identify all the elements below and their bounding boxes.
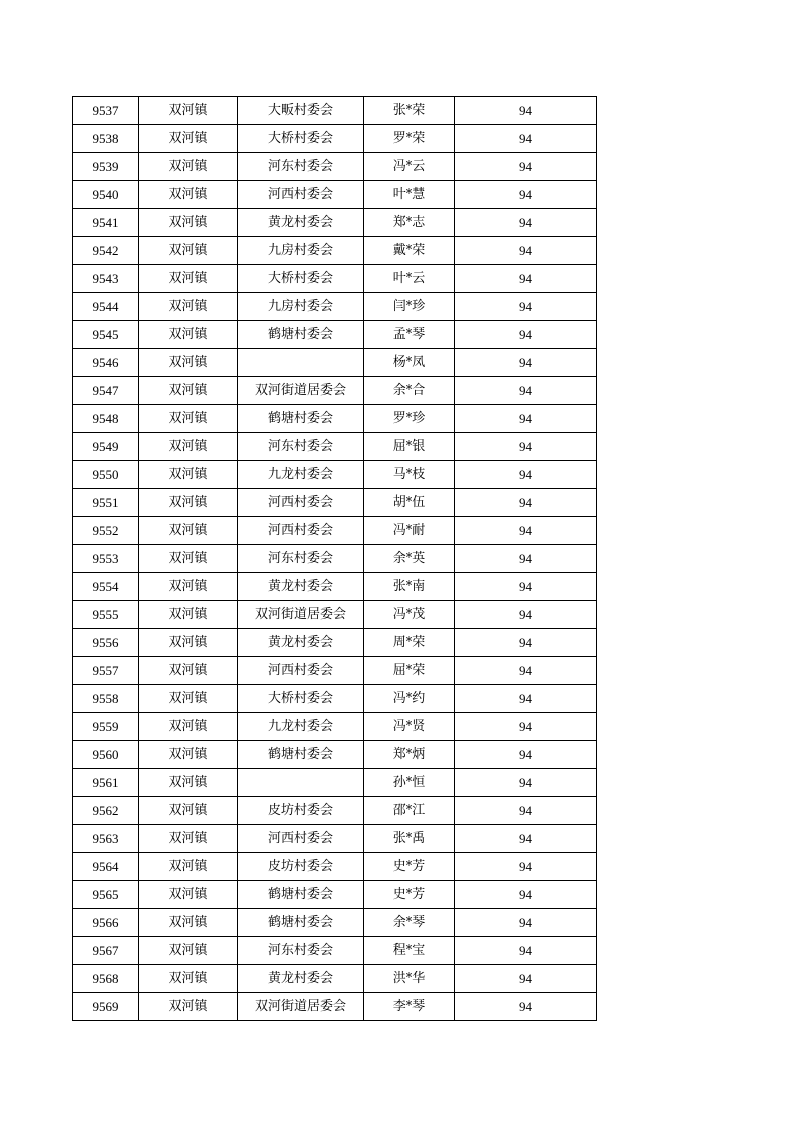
cell-id: 9562 <box>73 797 139 825</box>
table-body <box>73 97 597 1021</box>
cell-score: 94 <box>455 265 597 293</box>
cell-score: 94 <box>455 769 597 797</box>
table-row <box>73 741 597 769</box>
cell-id: 9556 <box>73 629 139 657</box>
cell-score: 94 <box>455 293 597 321</box>
cell-score: 94 <box>455 349 597 377</box>
cell-town: 双河镇 <box>139 517 238 545</box>
table-row <box>73 377 597 405</box>
cell-id: 9544 <box>73 293 139 321</box>
cell-score: 94 <box>455 713 597 741</box>
cell-committee: 鹤塘村委会 <box>238 909 364 937</box>
table-row <box>73 797 597 825</box>
table-row <box>73 629 597 657</box>
cell-name: 郑*炳 <box>364 741 455 769</box>
cell-committee: 双河街道居委会 <box>238 377 364 405</box>
cell-id: 9540 <box>73 181 139 209</box>
cell-score: 94 <box>455 629 597 657</box>
cell-score: 94 <box>455 853 597 881</box>
cell-town: 双河镇 <box>139 657 238 685</box>
table-row <box>73 181 597 209</box>
cell-town: 双河镇 <box>139 713 238 741</box>
table-row <box>73 153 597 181</box>
cell-name: 李*琴 <box>364 993 455 1021</box>
cell-committee: 大畈村委会 <box>238 97 364 125</box>
table-row <box>73 937 597 965</box>
cell-town: 双河镇 <box>139 797 238 825</box>
cell-id: 9559 <box>73 713 139 741</box>
table-row <box>73 293 597 321</box>
cell-committee: 河东村委会 <box>238 433 364 461</box>
cell-town: 双河镇 <box>139 153 238 181</box>
cell-committee: 皮坊村委会 <box>238 853 364 881</box>
cell-score: 94 <box>455 573 597 601</box>
cell-id: 9555 <box>73 601 139 629</box>
cell-id: 9563 <box>73 825 139 853</box>
cell-committee: 九房村委会 <box>238 293 364 321</box>
cell-town: 双河镇 <box>139 405 238 433</box>
roster-table <box>72 96 597 1021</box>
cell-id: 9560 <box>73 741 139 769</box>
cell-id: 9541 <box>73 209 139 237</box>
cell-town: 双河镇 <box>139 853 238 881</box>
cell-town: 双河镇 <box>139 349 238 377</box>
cell-town: 双河镇 <box>139 237 238 265</box>
cell-id: 9561 <box>73 769 139 797</box>
cell-name: 戴*荣 <box>364 237 455 265</box>
cell-name: 邵*江 <box>364 797 455 825</box>
cell-score: 94 <box>455 545 597 573</box>
cell-name: 叶*云 <box>364 265 455 293</box>
cell-score: 94 <box>455 237 597 265</box>
cell-committee: 河西村委会 <box>238 181 364 209</box>
cell-score: 94 <box>455 405 597 433</box>
cell-town: 双河镇 <box>139 321 238 349</box>
cell-id: 9569 <box>73 993 139 1021</box>
cell-name: 冯*云 <box>364 153 455 181</box>
table-row <box>73 545 597 573</box>
cell-id: 9542 <box>73 237 139 265</box>
cell-id: 9566 <box>73 909 139 937</box>
cell-score: 94 <box>455 125 597 153</box>
cell-score: 94 <box>455 797 597 825</box>
table-row <box>73 209 597 237</box>
cell-id: 9550 <box>73 461 139 489</box>
cell-name: 张*南 <box>364 573 455 601</box>
cell-score: 94 <box>455 909 597 937</box>
table-row <box>73 657 597 685</box>
table-row <box>73 517 597 545</box>
table-row <box>73 433 597 461</box>
cell-name: 孙*恒 <box>364 769 455 797</box>
table-row <box>73 769 597 797</box>
cell-score: 94 <box>455 97 597 125</box>
cell-committee: 大桥村委会 <box>238 265 364 293</box>
cell-committee: 鹤塘村委会 <box>238 741 364 769</box>
cell-committee <box>238 349 364 377</box>
cell-id: 9545 <box>73 321 139 349</box>
cell-name: 余*合 <box>364 377 455 405</box>
cell-id: 9568 <box>73 965 139 993</box>
cell-committee: 九房村委会 <box>238 237 364 265</box>
cell-committee: 黄龙村委会 <box>238 573 364 601</box>
cell-name: 闫*珍 <box>364 293 455 321</box>
cell-committee: 双河街道居委会 <box>238 993 364 1021</box>
table-row <box>73 825 597 853</box>
cell-name: 史*芳 <box>364 853 455 881</box>
cell-name: 张*禹 <box>364 825 455 853</box>
table-row <box>73 125 597 153</box>
cell-town: 双河镇 <box>139 265 238 293</box>
cell-score: 94 <box>455 881 597 909</box>
table-row <box>73 97 597 125</box>
cell-town: 双河镇 <box>139 377 238 405</box>
cell-name: 余*琴 <box>364 909 455 937</box>
cell-committee: 大桥村委会 <box>238 685 364 713</box>
cell-score: 94 <box>455 937 597 965</box>
cell-committee: 河西村委会 <box>238 825 364 853</box>
cell-score: 94 <box>455 321 597 349</box>
cell-town: 双河镇 <box>139 601 238 629</box>
table-row <box>73 573 597 601</box>
table-row <box>73 349 597 377</box>
table-row <box>73 713 597 741</box>
cell-name: 洪*华 <box>364 965 455 993</box>
cell-score: 94 <box>455 741 597 769</box>
cell-score: 94 <box>455 489 597 517</box>
cell-id: 9547 <box>73 377 139 405</box>
cell-id: 9567 <box>73 937 139 965</box>
cell-name: 程*宝 <box>364 937 455 965</box>
cell-id: 9537 <box>73 97 139 125</box>
cell-name: 罗*珍 <box>364 405 455 433</box>
cell-name: 胡*伍 <box>364 489 455 517</box>
cell-name: 孟*琴 <box>364 321 455 349</box>
cell-score: 94 <box>455 517 597 545</box>
cell-name: 史*芳 <box>364 881 455 909</box>
table-row <box>73 881 597 909</box>
table-row <box>73 601 597 629</box>
cell-town: 双河镇 <box>139 825 238 853</box>
cell-committee: 河西村委会 <box>238 657 364 685</box>
cell-name: 杨*凤 <box>364 349 455 377</box>
cell-score: 94 <box>455 993 597 1021</box>
cell-score: 94 <box>455 657 597 685</box>
cell-id: 9552 <box>73 517 139 545</box>
cell-id: 9554 <box>73 573 139 601</box>
cell-id: 9543 <box>73 265 139 293</box>
cell-town: 双河镇 <box>139 629 238 657</box>
cell-name: 马*枝 <box>364 461 455 489</box>
cell-committee: 鹤塘村委会 <box>238 881 364 909</box>
cell-name: 冯*约 <box>364 685 455 713</box>
cell-id: 9546 <box>73 349 139 377</box>
table-row <box>73 237 597 265</box>
cell-town: 双河镇 <box>139 433 238 461</box>
cell-committee: 河东村委会 <box>238 545 364 573</box>
cell-town: 双河镇 <box>139 97 238 125</box>
cell-committee: 黄龙村委会 <box>238 965 364 993</box>
cell-committee: 河西村委会 <box>238 517 364 545</box>
cell-score: 94 <box>455 181 597 209</box>
cell-committee: 双河街道居委会 <box>238 601 364 629</box>
cell-town: 双河镇 <box>139 461 238 489</box>
cell-name: 郑*志 <box>364 209 455 237</box>
cell-town: 双河镇 <box>139 881 238 909</box>
cell-id: 9549 <box>73 433 139 461</box>
cell-name: 罗*荣 <box>364 125 455 153</box>
cell-score: 94 <box>455 965 597 993</box>
cell-committee: 大桥村委会 <box>238 125 364 153</box>
cell-committee: 河东村委会 <box>238 153 364 181</box>
cell-town: 双河镇 <box>139 209 238 237</box>
cell-town: 双河镇 <box>139 489 238 517</box>
cell-score: 94 <box>455 209 597 237</box>
cell-name: 冯*耐 <box>364 517 455 545</box>
cell-town: 双河镇 <box>139 965 238 993</box>
cell-score: 94 <box>455 377 597 405</box>
cell-committee: 鹤塘村委会 <box>238 405 364 433</box>
cell-score: 94 <box>455 153 597 181</box>
cell-town: 双河镇 <box>139 909 238 937</box>
document-page <box>72 96 597 1021</box>
cell-town: 双河镇 <box>139 545 238 573</box>
cell-id: 9548 <box>73 405 139 433</box>
cell-score: 94 <box>455 685 597 713</box>
cell-town: 双河镇 <box>139 937 238 965</box>
cell-id: 9539 <box>73 153 139 181</box>
cell-name: 余*英 <box>364 545 455 573</box>
cell-name: 张*荣 <box>364 97 455 125</box>
cell-town: 双河镇 <box>139 769 238 797</box>
table-row <box>73 993 597 1021</box>
table-row <box>73 853 597 881</box>
cell-id: 9558 <box>73 685 139 713</box>
cell-id: 9553 <box>73 545 139 573</box>
cell-town: 双河镇 <box>139 181 238 209</box>
cell-committee: 黄龙村委会 <box>238 629 364 657</box>
cell-score: 94 <box>455 461 597 489</box>
cell-committee <box>238 769 364 797</box>
cell-id: 9557 <box>73 657 139 685</box>
cell-town: 双河镇 <box>139 993 238 1021</box>
cell-town: 双河镇 <box>139 125 238 153</box>
table-row <box>73 265 597 293</box>
cell-id: 9538 <box>73 125 139 153</box>
cell-name: 冯*贤 <box>364 713 455 741</box>
cell-score: 94 <box>455 433 597 461</box>
table-row <box>73 685 597 713</box>
cell-id: 9564 <box>73 853 139 881</box>
table-row <box>73 965 597 993</box>
cell-town: 双河镇 <box>139 741 238 769</box>
cell-committee: 皮坊村委会 <box>238 797 364 825</box>
cell-committee: 河东村委会 <box>238 937 364 965</box>
cell-name: 屈*荣 <box>364 657 455 685</box>
cell-score: 94 <box>455 825 597 853</box>
cell-committee: 鹤塘村委会 <box>238 321 364 349</box>
cell-town: 双河镇 <box>139 685 238 713</box>
table-row <box>73 489 597 517</box>
cell-name: 冯*茂 <box>364 601 455 629</box>
cell-committee: 九龙村委会 <box>238 713 364 741</box>
cell-name: 屈*银 <box>364 433 455 461</box>
table-row <box>73 321 597 349</box>
cell-score: 94 <box>455 601 597 629</box>
cell-committee: 九龙村委会 <box>238 461 364 489</box>
cell-town: 双河镇 <box>139 293 238 321</box>
table-row <box>73 461 597 489</box>
cell-name: 叶*慧 <box>364 181 455 209</box>
cell-committee: 黄龙村委会 <box>238 209 364 237</box>
cell-id: 9565 <box>73 881 139 909</box>
table-row <box>73 405 597 433</box>
cell-committee: 河西村委会 <box>238 489 364 517</box>
cell-town: 双河镇 <box>139 573 238 601</box>
cell-id: 9551 <box>73 489 139 517</box>
cell-name: 周*荣 <box>364 629 455 657</box>
table-row <box>73 909 597 937</box>
